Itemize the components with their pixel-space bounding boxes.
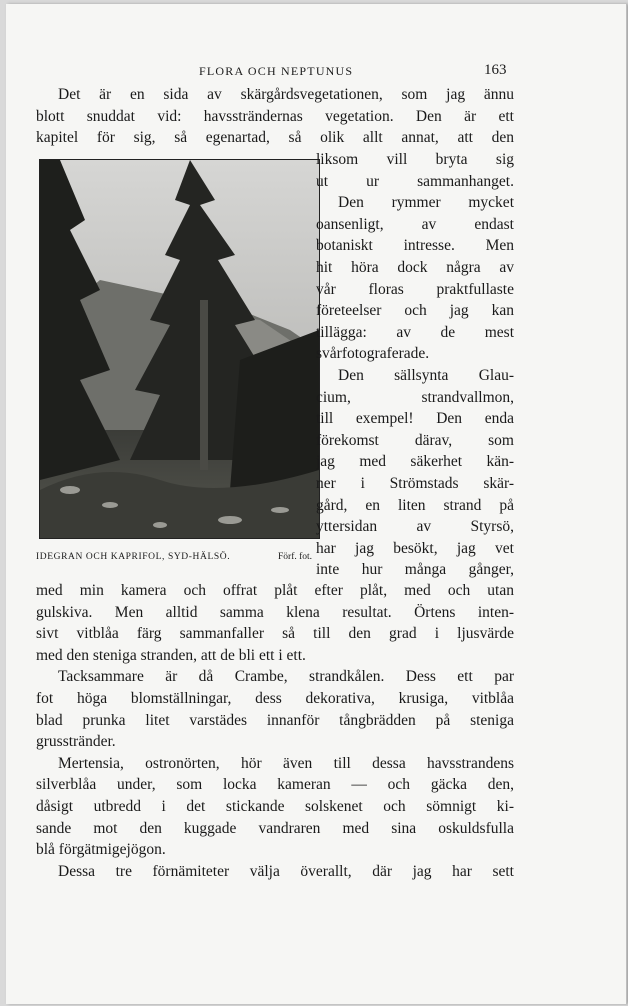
text-line: företeelser och jag kan [316,302,514,320]
text-line: blott snuddat vid: havssträndernas vegetation. Den är ett [36,107,514,125]
text-line: blå förgätmigejögon. [36,841,166,859]
text-line: med min kamera och offrat plåt efter plåt, med och utan [36,582,514,599]
text-line: Tacksammare är då Crambe, strandkålen. Dess ett par [58,668,514,686]
text-line: sivt vitblåa färg sammanfaller så till den grad i ljusvärde [36,625,514,643]
text-line: ut ur sammanhanget. [316,172,514,190]
photo-caption [36,552,326,562]
paragraph-top [36,84,514,149]
text-line: blad prunka litet varstädes innanför tångbrädden på steniga [36,711,514,729]
text-line: oansenligt, av endast [316,215,514,233]
text-line: tillägga: av de mest [316,323,514,341]
text-line: Den sällsynta Glau- [338,366,514,384]
text-line: gulskiva. Men alltid samma klena resultat. Örtens inten- [36,603,514,621]
text-line: gård, en liten strand på [316,496,514,514]
text-line: kapitel för sig, så egenartad, så olik allt annat, att den [36,129,514,147]
text-line: ner i Strömstads skär- [316,474,514,492]
text-line: botaniskt intresse. Men [316,237,514,255]
paragraph-side [316,149,514,581]
paragraph-bottom [36,580,514,882]
text-line: inte hur många gånger, [316,561,514,579]
text-line: dåsigt utbredd i det stickande solskenet och sömnigt ki- [36,797,514,815]
text-line: yttersidan av Styrsö, [316,518,514,536]
text-line: grusstränder. [36,733,116,751]
photo-credit: Förf. fot. [278,552,313,562]
text-line: med den steniga stranden, att de bli ett i ett. [36,646,306,664]
text-line: svårfotograferade. [316,345,430,363]
text-line: cium, strandvallmon, [316,388,514,406]
text-line: Mertensia, ostronörten, hör även till dessa havsstrandens [58,754,514,772]
text-line: vår floras praktfullaste [316,280,514,298]
text-line: silverblåa under, som locka kameran — och gäcka den, [36,776,514,794]
forest-photo-illustration [40,160,319,538]
text-line: Det är en sida av skärgårdsvegetationen, som jag ännu [58,86,514,103]
text-line: har jag besökt, jag vet [316,539,514,557]
text-line: liksom vill bryta sig [316,151,514,168]
book-page [6,4,627,1004]
text-line: jag med säkerhet kän- [316,453,514,471]
text-line: till exempel! Den enda [316,410,514,428]
text-line: Dessa tre förnämiteter välja överallt, där jag har sett [58,862,514,880]
photo-yew-and-honeysuckle [39,159,320,539]
caption-text: IDEGRAN OCH KAPRIFOL, SYD-HÄLSÖ. [36,552,231,562]
text-line: hit höra dock några av [316,258,514,276]
text-line: Den rymmer mycket [338,194,514,212]
running-head: FLORA OCH NEPTUNUS [199,64,354,78]
text-line: sande mot den kuggade vandraren med sina oskuldsfulla [36,819,514,837]
text-line: förekomst därav, som [316,431,514,449]
page-number: 163 [484,62,507,78]
text-line: fot höga blomställningar, dess dekorativa, krusiga, vitblåa [36,689,514,707]
